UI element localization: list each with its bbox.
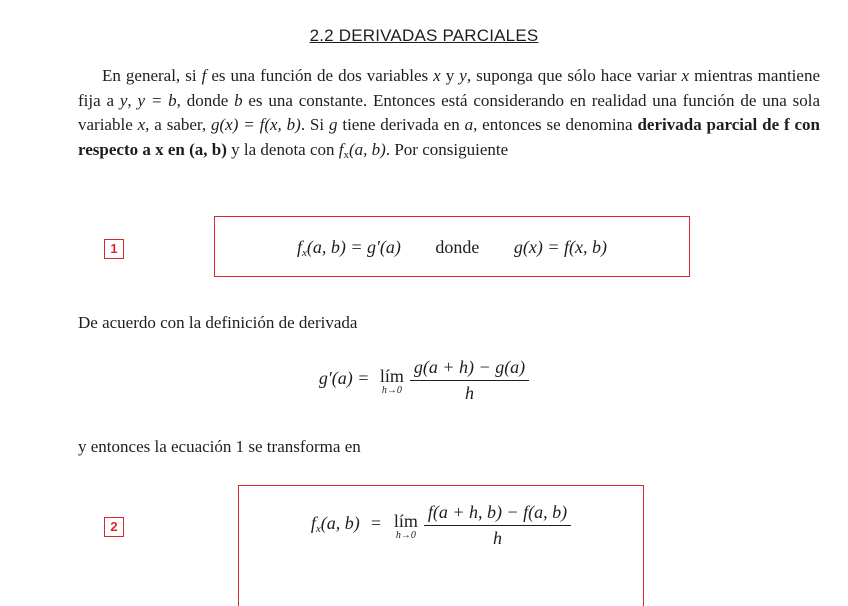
definition-intro-text: De acuerdo con la definición de derivada xyxy=(78,313,358,332)
equation-1-box xyxy=(214,216,690,277)
equation-2-box xyxy=(238,485,644,606)
equation-2: $f_x(a$, b) = lím h→0 $\frac{f(a + h, b) - f(a, b)}{h}$ xyxy=(239,502,643,549)
equation-number-1: 1 xyxy=(104,239,124,259)
equation-1: $f_x(a$, b) = g′(a) donde g(x) = f(x, b) xyxy=(296,237,608,259)
limit-definition: g′(a) = lím h→0 $\frac{g(a + h) - g(a)}{h}$ xyxy=(0,357,848,404)
defined-term: derivada parcial de f con respecto a x en (a, b) xyxy=(78,115,821,159)
body-paragraph: En general, si f es una función de dos variables x y y, suponga que sólo hace variar x mientras mantiene fija a y, y = b, donde b es una constante. Entonces está considerando en realidad una función de una sola variable x, a saber, g(x) = f(x, b). Si g tiene derivada en a, entonces se denomina derivada parcial de f con respecto a x en (a, b) y la denota con $f_x(a$, b). Por consiguiente xyxy=(78,66,821,161)
section-title: 2.2 DERIVADAS PARCIALES xyxy=(309,26,539,45)
transform-text: y entonces la ecuación 1 se transforma en xyxy=(78,437,361,456)
equation-number-2: 2 xyxy=(104,517,124,537)
